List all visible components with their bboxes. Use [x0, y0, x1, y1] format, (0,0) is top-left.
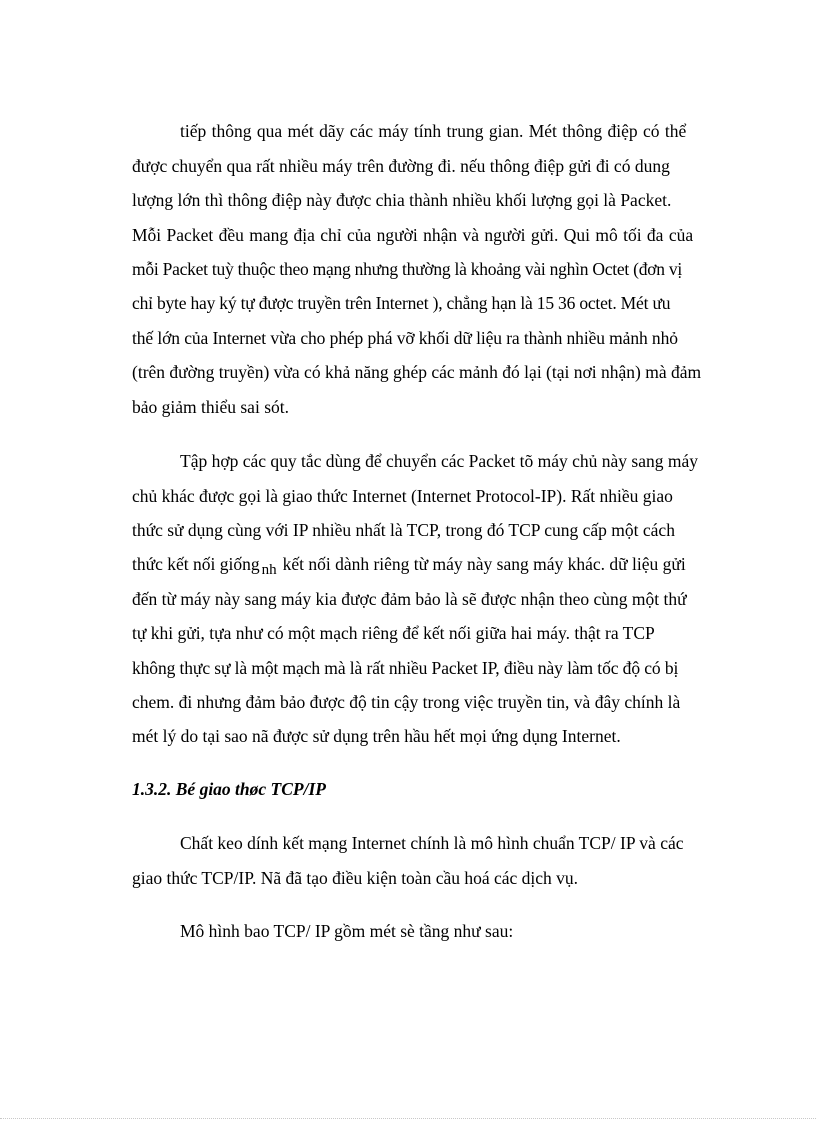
paragraph-2-line-5: đến từ máy này sang máy kia được đảm bảo là sẽ được nhận theo cùng một thứ — [132, 589, 687, 609]
paragraph-2-line-8: chem. đi nhưng đảm bảo được độ tin cậy trong việc truyền tin, và đây chính là — [132, 692, 681, 712]
paragraph-4: Mô hình bao TCP/ IP gồm mét sè tầng như sau: — [180, 921, 514, 941]
paragraph-2-line-7: không thực sự là một mạch mà là rất nhiều Packet IP, điều này làm tốc độ có bị — [132, 658, 679, 678]
paragraph-2-line-4 — [132, 553, 686, 577]
paragraph-1-line-4: Mỗi Packet đều mang địa chỉ của người nhận và người gửi. Qui mô tối đa của — [132, 225, 694, 245]
paragraph-2-line-3: thức sử dụng cùng với IP nhiều nhất là TCP, trong đó TCP cung cấp một cách — [132, 520, 675, 540]
paragraph-1-line-5: mỗi Packet tuỳ thuộc theo mạng nhưng thường là khoảng vài nghìn Octet (đơn vị — [132, 259, 682, 279]
paragraph-1-line-8: (trên đường truyền) vừa có khả năng ghép các mảnh đó lại (tại nơi nhận) mà đảm — [132, 362, 702, 382]
paragraph-2-line-2: chủ khác được gọi là giao thức Internet (Internet Protocol-IP). Rất nhiều giao — [132, 486, 673, 506]
subscript-fragment: nh — [261, 562, 277, 578]
paragraph-1-line-7: thế lớn của Internet vừa cho phép phá vỡ khối dữ liệu ra thành nhiều mảnh nhỏ — [132, 328, 678, 348]
paragraph-1-line-2: được chuyển qua rất nhiều máy trên đường đi. nếu thông điệp gửi đi có dung — [132, 156, 670, 176]
paragraph-2-line-4-start: thức kết nối giống — [132, 554, 260, 574]
paragraph-1-line-6: chỉ byte hay ký tự được truyền trên Internet ), chẳng hạn là 15 36 octet. Mét ưu — [132, 293, 671, 313]
paragraph-1-line-3: lượng lớn thì thông điệp này được chia thành nhiều khối lượng gọi là Packet. — [132, 190, 672, 210]
paragraph-3-line-2: giao thức TCP/IP. Nã đã tạo điều kiện toàn cầu hoá các dịch vụ. — [132, 868, 579, 888]
paragraph-2-line-6: tự khi gửi, tựa như có một mạch riêng để kết nối giữa hai máy. thật ra TCP — [132, 623, 655, 643]
section-heading: 1.3.2. Bé giao thøc TCP/IP — [132, 779, 326, 799]
paragraph-1-line-9: bảo giảm thiểu sai sót. — [132, 397, 289, 417]
paragraph-2-line-4-end: kết nối dành riêng từ máy này sang máy khác. dữ liệu gửi — [282, 554, 686, 574]
paragraph-2-line-1: Tập hợp các quy tắc dùng để chuyển các Packet tõ máy chủ này sang máy — [180, 451, 699, 471]
page-bottom-rule — [0, 1118, 816, 1119]
paragraph-3-line-1: Chất keo dính kết mạng Internet chính là mô hình chuẩn TCP/ IP và các — [180, 833, 684, 853]
paragraph-2-line-9: mét lý do tại sao nã được sử dụng trên hầu hết mọi ứng dụng Internet. — [132, 726, 621, 746]
paragraph-1-line-1: tiếp thông qua mét dãy các máy tính trung gian. Mét thông điệp có thể — [180, 121, 687, 141]
